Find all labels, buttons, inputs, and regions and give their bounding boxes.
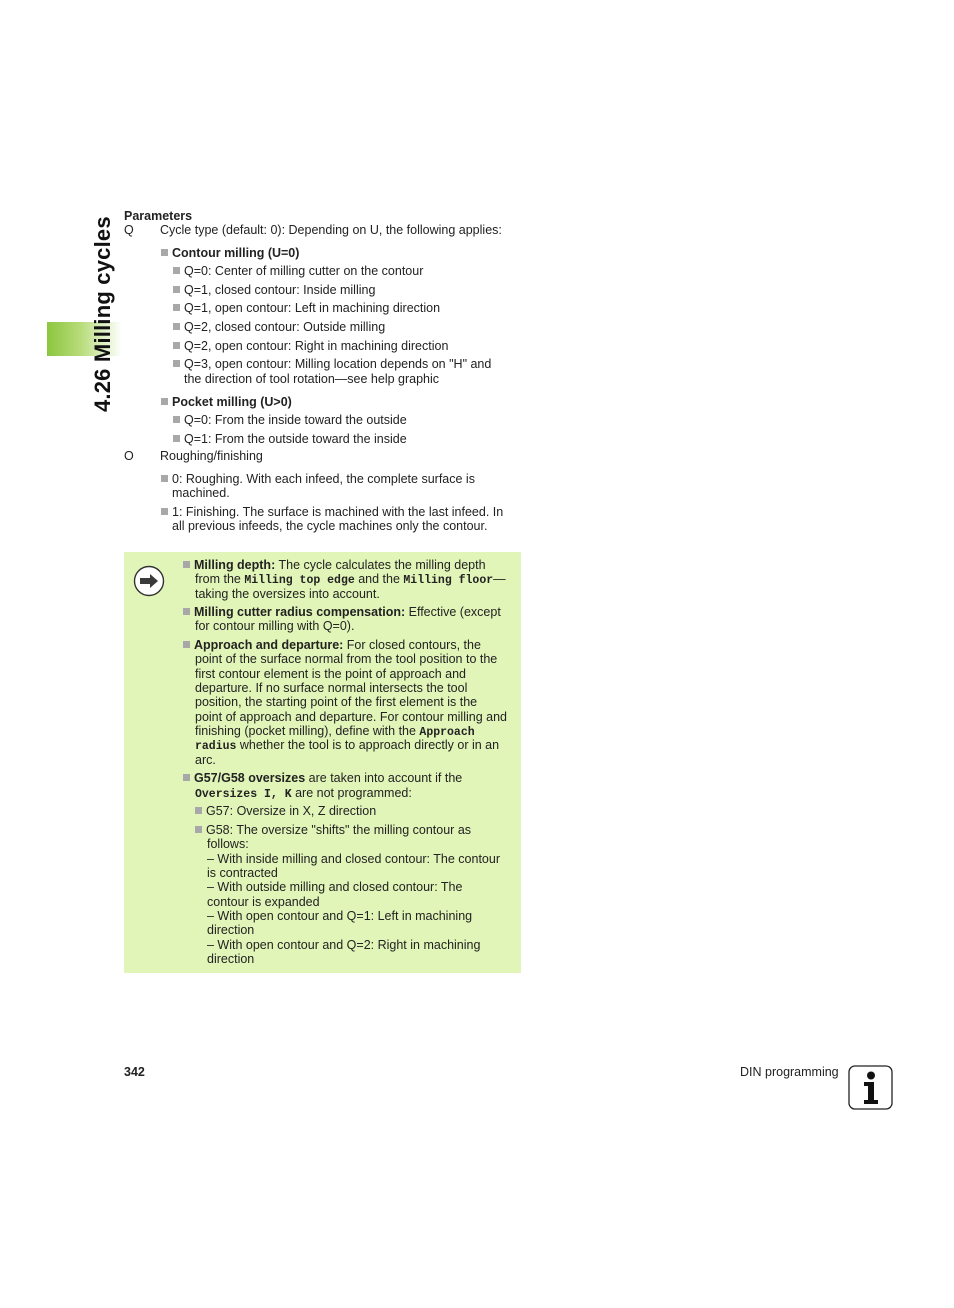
note-line: finishing (pocket milling), define with the Approach (195, 724, 475, 739)
parameters-heading: Parameters (124, 209, 193, 223)
note-line: direction (207, 923, 255, 937)
list-item: Q=1, closed contour: Inside milling (173, 283, 375, 298)
list-item-continuation: machined. (172, 486, 230, 500)
note-line: from the Milling top edge and the Milling floor— (195, 572, 506, 587)
list-item: Q=1, open contour: Left in machining direction (173, 301, 440, 316)
note-line: arc. (195, 753, 216, 767)
note-line: for contour milling with Q=0). (195, 619, 355, 633)
note-line: direction (207, 952, 255, 966)
note-item-radius-compensation: Milling cutter radius compensation: Effective (except (183, 605, 501, 620)
param-q-label: Q (124, 223, 134, 237)
bullet-icon (161, 508, 168, 515)
param-o-description: Roughing/finishing (160, 449, 263, 463)
bullet-icon (183, 608, 190, 615)
bullet-icon (161, 249, 168, 256)
bullet-icon (173, 416, 180, 423)
arrow-right-icon (133, 565, 165, 597)
bullet-icon (173, 267, 180, 274)
bullet-icon (173, 342, 180, 349)
note-line: position, the starting point of the first element is the (195, 695, 478, 709)
note-subitem-g58: G58: The oversize "shifts" the milling contour as (195, 823, 471, 838)
bullet-icon (195, 826, 202, 833)
bullet-icon (173, 304, 180, 311)
list-item-continuation: the direction of tool rotation—see help graphic (184, 372, 440, 386)
note-line: follows: (207, 837, 249, 851)
note-line: – With inside milling and closed contour: The contour (207, 852, 500, 866)
bullet-icon (173, 323, 180, 330)
param-q-description: Cycle type (default: 0): Depending on U, the following applies: (160, 223, 502, 237)
list-item: Q=1: From the outside toward the inside (173, 432, 407, 447)
list-item: Q=0: From the inside toward the outside (173, 413, 407, 428)
note-item-approach: Approach and departure: For closed contours, the (183, 638, 481, 653)
info-icon (848, 1065, 893, 1110)
param-o-label: O (124, 449, 134, 463)
list-item: Q=0: Center of milling cutter on the contour (173, 264, 423, 279)
list-item-continuation: all previous infeeds, the cycle machines only the contour. (172, 519, 488, 533)
note-item-milling-depth: Milling depth: The cycle calculates the milling depth (183, 558, 486, 573)
bullet-icon (161, 398, 168, 405)
note-line: radius whether the tool is to approach directly or in an (195, 738, 500, 753)
bullet-icon (173, 286, 180, 293)
note-line: taking the oversizes into account. (195, 587, 380, 601)
chapter-name: DIN programming (740, 1065, 839, 1079)
bullet-icon (173, 360, 180, 367)
list-item: Q=2, open contour: Right in machining direction (173, 339, 448, 354)
list-item: 1: Finishing. The surface is machined with the last infeed. In (161, 505, 503, 520)
bullet-icon (161, 475, 168, 482)
bullet-icon (183, 774, 190, 781)
note-line: Oversizes I, K are not programmed: (195, 786, 412, 801)
note-line: point of the surface normal from the tool position to the (195, 652, 498, 666)
bullet-icon (183, 561, 190, 568)
note-line: departure. If no surface normal intersects the tool (195, 681, 468, 695)
list-item: Q=3, open contour: Milling location depends on "H" and (173, 357, 491, 372)
note-line: is contracted (207, 866, 278, 880)
note-line: – With open contour and Q=1: Left in machining (207, 909, 473, 923)
note-line: first contour element is the point of approach and (195, 667, 466, 681)
note-subitem-g57: G57: Oversize in X, Z direction (195, 804, 376, 819)
note-line: contour is expanded (207, 895, 320, 909)
bullet-icon (195, 807, 202, 814)
contour-milling-heading: Contour milling (U=0) (161, 246, 299, 261)
bullet-icon (173, 435, 180, 442)
note-line: – With open contour and Q=2: Right in machining (207, 938, 481, 952)
note-line: – With outside milling and closed contour: The (207, 880, 463, 894)
note-item-oversizes: G57/G58 oversizes are taken into account if the (183, 771, 462, 786)
note-line: point of approach and departure. For contour milling and (195, 710, 507, 724)
list-item: 0: Roughing. With each infeed, the complete surface is (161, 472, 475, 487)
page-number: 342 (124, 1065, 145, 1079)
list-item: Q=2, closed contour: Outside milling (173, 320, 385, 335)
section-title: 4.26 Milling cycles (90, 216, 115, 412)
pocket-milling-heading: Pocket milling (U>0) (161, 395, 292, 410)
bullet-icon (183, 641, 190, 648)
